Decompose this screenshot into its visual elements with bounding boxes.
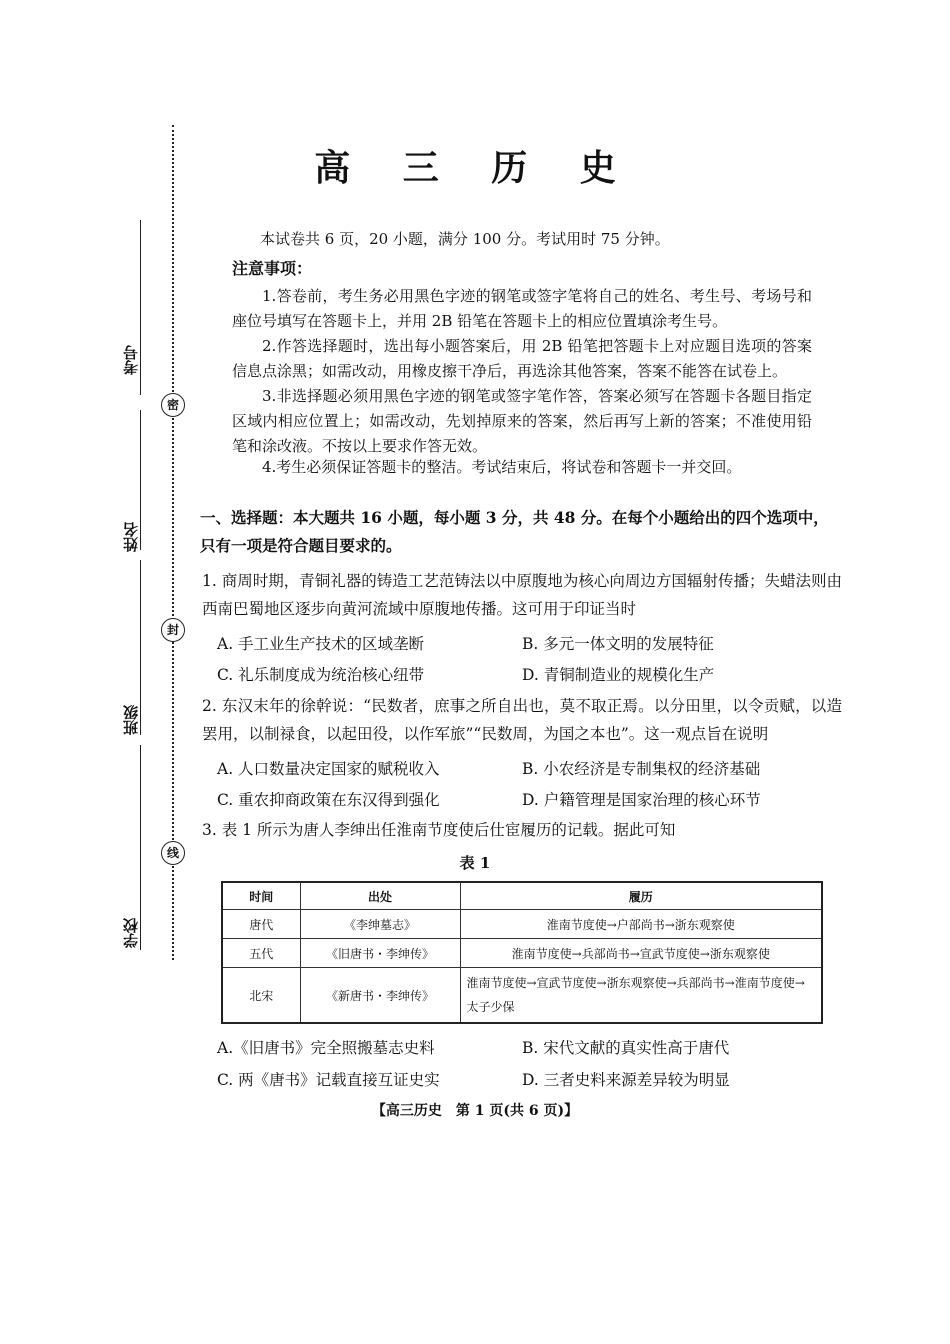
table-cell: 淮南节度使→户部尚书→浙东观察使 (460, 910, 822, 939)
seal-mark-xian: 线 (161, 841, 185, 865)
question-3-stem: 3. 表 1 所示为唐人李绅出任淮南节度使后仕宦履历的记载。据此可知 (202, 821, 676, 839)
question-2-stem: 2. 东汉末年的徐幹说：“民数者，庶事之所自出也，莫不取正焉。以分田里，以令贡赋，以造罢用，以制禄食，以起田役，以作军旅”“民数周，为国之本也”。这一观点旨在说明 (202, 697, 842, 743)
question-3-option-d: D. 三者史料来源差异较为明显 (522, 1071, 730, 1089)
career-table (221, 881, 823, 1024)
seal-dotted-line (172, 125, 174, 960)
table-row (222, 910, 822, 939)
binding-margin (0, 0, 190, 1344)
note-item: 4.考生必须保证答题卡的整洁。考试结束后，将试卷和答题卡一并交回。 (262, 458, 742, 476)
page-footer: 【高三历史 第 1 页(共 6 页)】 (371, 1103, 579, 1119)
question-2-option-d: D. 户籍管理是国家治理的核心环节 (522, 791, 761, 809)
table-cell: 《新唐书・李绅传》 (300, 968, 460, 1024)
question-1-stem: 1. 商周时期，青铜礼器的铸造工艺范铸法以中原腹地为核心向周边方国辐射传播；失蜡法则由西南巴蜀地区逐步向黄河流域中原腹地传播。这可用于印证当时 (202, 572, 842, 618)
question-3-option-a: A.《旧唐书》完全照搬墓志史料 (217, 1039, 435, 1057)
note-item: 1.答卷前，考生务必用黑色字迹的钢笔或签字笔将自己的姓名、考生号、考场号和座位号填写在答题卡上，并用 2B 铅笔在答题卡上的相应位置填涂考生号。 (232, 287, 812, 330)
question-2-option-a: A. 人口数量决定国家的赋税收入 (217, 760, 440, 778)
table-header: 时间 (222, 882, 300, 910)
exam-intro: 本试卷共 6 页，20 小题，满分 100 分。考试用时 75 分钟。 (260, 230, 670, 248)
class-label: 班级 (122, 705, 140, 735)
question-2-option-b: B. 小农经济是专制集权的经济基础 (522, 760, 761, 778)
seal-mark-feng: 封 (161, 618, 185, 642)
table-header-row (222, 882, 822, 910)
table-header: 出处 (300, 882, 460, 910)
notes-heading: 注意事项： (232, 259, 313, 278)
table-cell: 淮南节度使→兵部尚书→宣武节度使→浙东观察使 (460, 939, 822, 968)
seal-mark-mi: 密 (161, 393, 185, 417)
school-label: 学校 (122, 918, 140, 948)
table-cell: 北宋 (222, 968, 300, 1024)
name-label: 姓名 (122, 522, 140, 552)
note-item: 3.非选择题必须用黑色字迹的钢笔或签字笔作答，答案必须写在答题卡各题目指定区域内相应位置上；如需改动，先划掉原来的答案，然后再写上新的答案；不准使用铅笔和涂改液。不按以上要求作答无效。 (232, 387, 812, 455)
table-cell: 《李绅墓志》 (300, 910, 460, 939)
note-item: 2.作答选择题时，选出每小题答案后，用 2B 铅笔把答题卡上对应题目选项的答案信息点涂黑；如需改动，用橡皮擦干净后，再选涂其他答案，答案不能答在试卷上。 (232, 337, 812, 380)
exam-number-label: 考号 (122, 345, 140, 375)
table-header: 履历 (460, 882, 822, 910)
question-1-option-b: B. 多元一体文明的发展特征 (522, 635, 714, 653)
question-3-option-c: C. 两《唐书》记载直接互证史实 (217, 1071, 440, 1089)
question-1-option-d: D. 青铜制造业的规模化生产 (522, 666, 715, 684)
page-title: 高 三 历 史 (314, 147, 636, 189)
question-3-option-b: B. 宋代文献的真实性高于唐代 (522, 1039, 730, 1057)
table-cell: 淮南节度使→宣武节度使→浙东观察使→兵部尚书→淮南节度使→太子少保 (460, 968, 822, 1024)
table-cell: 唐代 (222, 910, 300, 939)
table-cell: 五代 (222, 939, 300, 968)
question-1-option-c: C. 礼乐制度成为统治核心纽带 (217, 666, 425, 684)
section-heading: 一、选择题：本大题共 16 小题，每小题 3 分，共 48 分。在每个小题给出的四个选项中，只有一项是符合题目要求的。 (200, 508, 829, 555)
table-row (222, 939, 822, 968)
table-cell: 《旧唐书・李绅传》 (300, 939, 460, 968)
question-2-option-c: C. 重农抑商政策在东汉得到强化 (217, 791, 440, 809)
table-caption: 表 1 (459, 854, 491, 872)
table-row (222, 968, 822, 1024)
question-1-option-a: A. 手工业生产技术的区域垄断 (217, 635, 425, 653)
